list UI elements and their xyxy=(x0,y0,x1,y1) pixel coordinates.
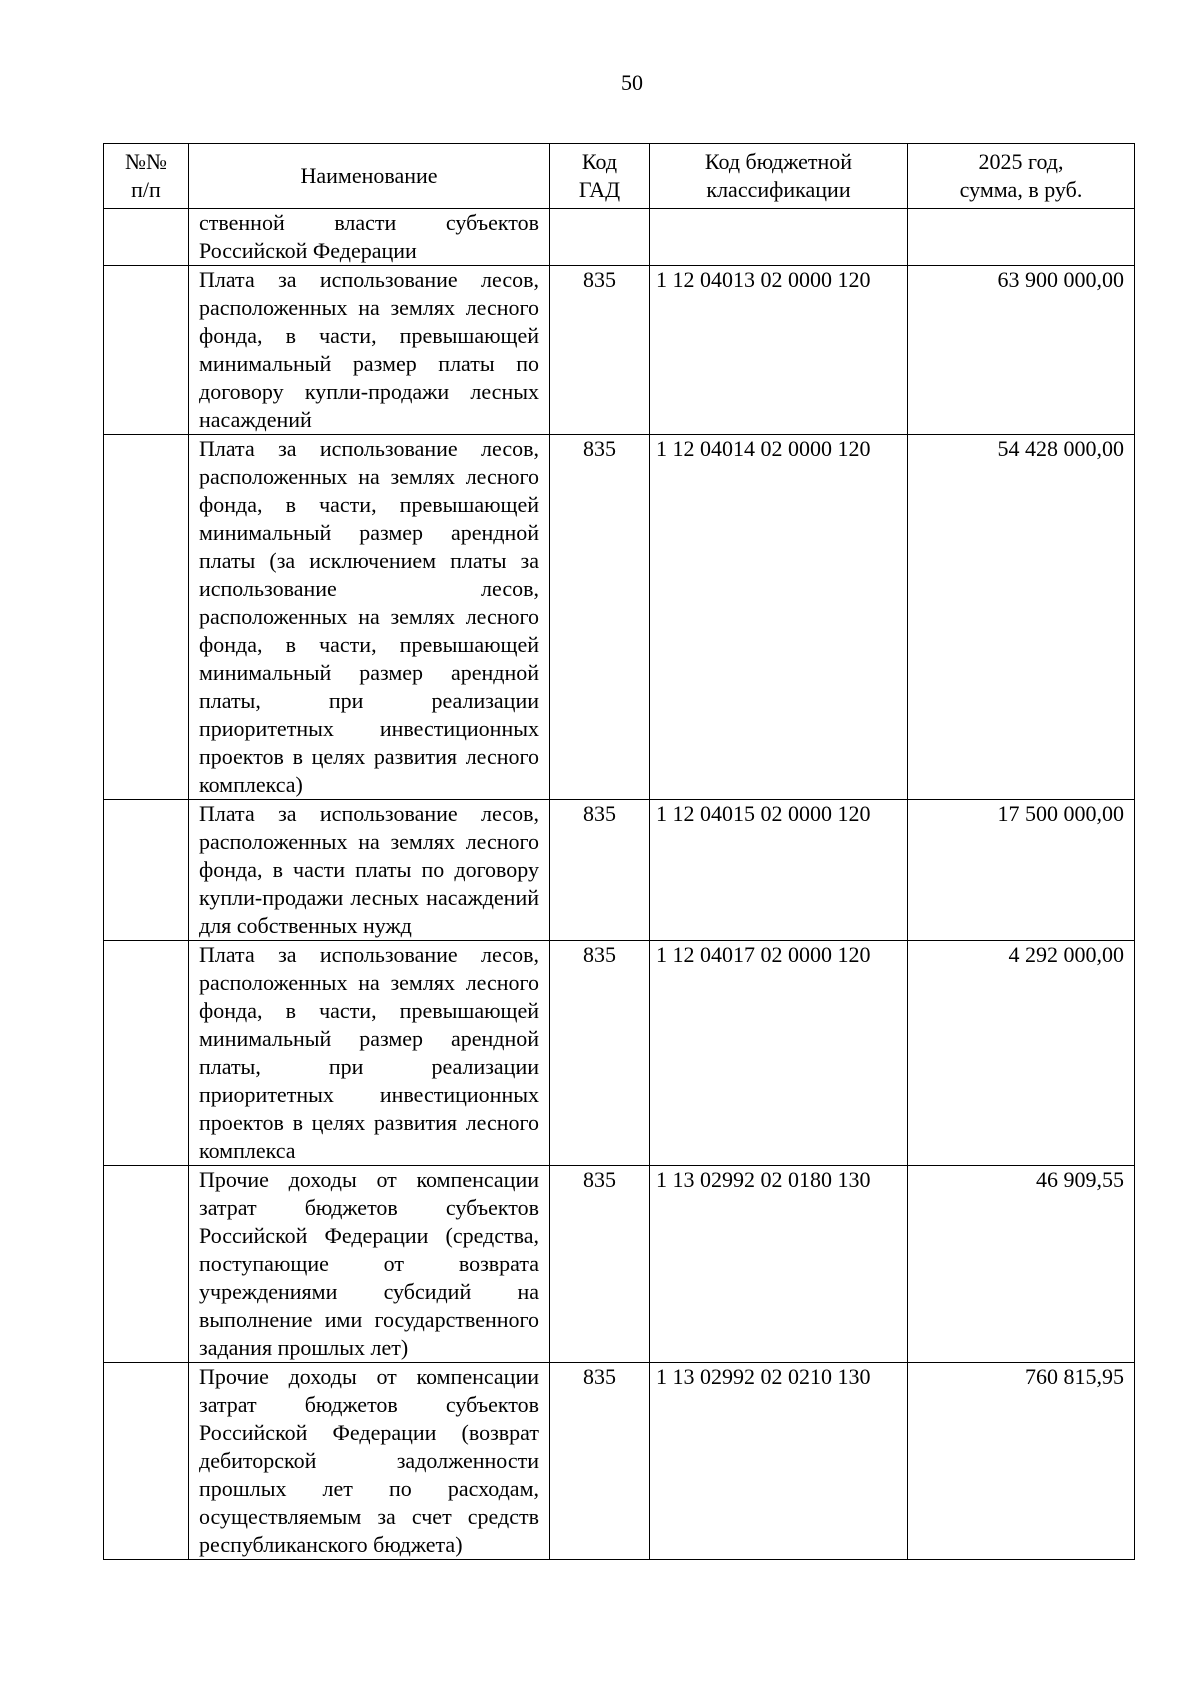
row-sum: 760 815,95 xyxy=(908,1363,1135,1560)
table-row xyxy=(104,435,1135,800)
row-gad xyxy=(550,209,650,266)
header-num-line1: №№ xyxy=(125,149,167,174)
row-sum xyxy=(908,209,1135,266)
page-number: 50 xyxy=(621,70,643,95)
header-num-line2: п/п xyxy=(131,177,161,202)
row-num xyxy=(104,209,189,266)
row-sum: 46 909,55 xyxy=(908,1166,1135,1363)
row-sum: 63 900 000,00 xyxy=(908,266,1135,435)
row-kbk: 1 12 04013 02 0000 120 xyxy=(650,266,908,435)
table-header xyxy=(104,144,1135,209)
row-num xyxy=(104,266,189,435)
row-sum: 17 500 000,00 xyxy=(908,800,1135,941)
header-kbk xyxy=(650,144,908,209)
row-kbk: 1 13 02992 02 0210 130 xyxy=(650,1363,908,1560)
header-num xyxy=(104,144,189,209)
header-kbk-line1: Код бюджетной xyxy=(704,149,853,174)
table-row xyxy=(104,1363,1135,1560)
row-gad: 835 xyxy=(550,435,650,800)
header-gad xyxy=(550,144,650,209)
row-name: ственной власти субъектов Российской Федерации xyxy=(189,209,550,266)
table-row xyxy=(104,209,1135,266)
header-name: Наименование xyxy=(189,144,550,209)
row-name: Плата за использование лесов, расположенных на землях лесного фонда, в части, превышающей минимальный размер платы по договору купли-продажи лесных насаждений xyxy=(189,266,550,435)
row-gad: 835 xyxy=(550,1363,650,1560)
row-num xyxy=(104,435,189,800)
row-name: Плата за использование лесов, расположенных на землях лесного фонда, в части платы по договору купли-продажи лесных насаждений для собственных нужд xyxy=(189,800,550,941)
row-num xyxy=(104,800,189,941)
row-kbk: 1 13 02992 02 0180 130 xyxy=(650,1166,908,1363)
row-kbk: 1 12 04015 02 0000 120 xyxy=(650,800,908,941)
row-gad: 835 xyxy=(550,800,650,941)
row-gad: 835 xyxy=(550,266,650,435)
row-name: Плата за использование лесов, расположенных на землях лесного фонда, в части, превышающей минимальный размер арендной платы, при реализации приоритетных инвестиционных проектов в целях развития лесного комплекса xyxy=(189,941,550,1166)
row-kbk: 1 12 04017 02 0000 120 xyxy=(650,941,908,1166)
row-name: Плата за использование лесов, расположенных на землях лесного фонда, в части, превышающей минимальный размер арендной платы (за исключением платы за использование лесов, расположенных на землях лесного фонда, в части, превышающей минимальный размер арендной платы, при реализации приоритетных инвестиционных проектов в целях развития лесного комплекса) xyxy=(189,435,550,800)
row-kbk: 1 12 04014 02 0000 120 xyxy=(650,435,908,800)
row-sum: 54 428 000,00 xyxy=(908,435,1135,800)
header-gad-line2: ГАД xyxy=(578,177,621,202)
table-row xyxy=(104,266,1135,435)
row-num xyxy=(104,1363,189,1560)
header-gad-line1: Код xyxy=(581,149,618,174)
header-sum xyxy=(908,144,1135,209)
table-body xyxy=(104,209,1135,1560)
row-sum: 4 292 000,00 xyxy=(908,941,1135,1166)
row-name: Прочие доходы от компенсации затрат бюджетов субъектов Российской Федерации (возврат дебиторской задолженности прошлых лет по расходам, осуществляемым за счет средств республиканского бюджета) xyxy=(189,1363,550,1560)
row-num xyxy=(104,941,189,1166)
row-name: Прочие доходы от компенсации затрат бюджетов субъектов Российской Федерации (средства, поступающие от возврата учреждениями субсидий на выполнение ими государственного задания прошлых лет) xyxy=(189,1166,550,1363)
table-row xyxy=(104,941,1135,1166)
table-row xyxy=(104,800,1135,941)
row-gad: 835 xyxy=(550,1166,650,1363)
header-row xyxy=(104,144,1135,209)
table-row xyxy=(104,1166,1135,1363)
row-kbk xyxy=(650,209,908,266)
header-sum-line2: сумма, в руб. xyxy=(959,177,1083,202)
row-num xyxy=(104,1166,189,1363)
row-gad: 835 xyxy=(550,941,650,1166)
budget-revenue-table xyxy=(103,143,1135,1560)
header-sum-line1: 2025 год, xyxy=(978,149,1064,174)
header-kbk-line2: классификации xyxy=(706,177,851,202)
